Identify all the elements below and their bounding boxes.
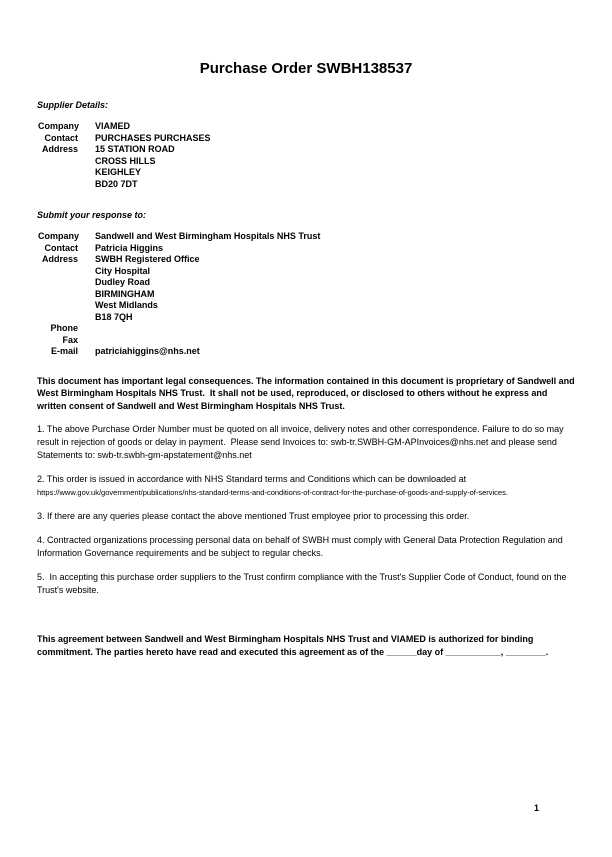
response-company-row (38, 231, 575, 243)
response-address-line-1: SWBH Registered Office (95, 254, 200, 264)
response-fax-row (38, 335, 575, 347)
field-label-contact: Contact (44, 132, 78, 143)
field-label-address: Address (41, 144, 78, 154)
response-company-value: Sandwell and West Birmingham Hospitals NHS Trust (95, 231, 321, 241)
supplier-contact-value: PURCHASES PURCHASES (95, 132, 211, 143)
response-address-row (38, 289, 575, 301)
response-contact-row (38, 243, 575, 255)
term-paragraph-1: 1. The above Purchase Order Number must be quoted on all invoice, delivery notes and other correspondence. Failure to do so may result in rejection of goods or delay in payment. Please send Invoices to: swb-tr.SWBH-GM-APInvoices@nhs.net and please send Statements to: swb-tr.swbh-gm-apstatement@nhs.net (37, 424, 567, 460)
field-label-contact: Contact (44, 242, 78, 253)
term-paragraph-2-url: https://www.gov.uk/government/publications/nhs-standard-terms-and-conditions-of-contract-for-the-purchase-of-goods-and-supply-of-services. (37, 488, 508, 497)
field-label-email: E-mail (50, 346, 78, 356)
supplier-address-row (38, 144, 575, 156)
supplier-address-postcode: BD20 7DT (95, 178, 138, 189)
response-address-row (38, 300, 575, 312)
submit-response-heading: Submit your response to: (37, 210, 147, 220)
field-label-company: Company (38, 121, 80, 131)
supplier-company-row (38, 121, 575, 133)
supplier-company-value: VIAMED (95, 121, 131, 131)
term-paragraph-5: 5. In accepting this purchase order suppliers to the Trust confirm compliance with the Trust's Supplier Code of Conduct, found on the Trust's website. (37, 572, 569, 595)
supplier-address-line-2: CROSS HILLS (95, 155, 156, 166)
response-phone-row (38, 323, 575, 335)
response-contact-value: Patricia Higgins (95, 242, 164, 253)
supplier-address-line-1: 15 STATION ROAD (95, 144, 175, 154)
legal-notice: This document has important legal consequences. The information contained in this document is proprietary of Sandwell and West Birmingham Hospitals NHS Trust. It shall not be used, reproduced, or disclosed to others without he express and written consent of Sandwell and West Birmingham Hospitals NHS Trust. (37, 375, 578, 411)
agreement-statement: This agreement between Sandwell and West Birmingham Hospitals NHS Trust and VIAMED is authorized for binding commitment. The parties hereto have read and executed this agreement as of the ______day of ___________, ________. (37, 634, 549, 657)
supplier-address-row (38, 167, 575, 179)
term-paragraph-2-text: 2. This order is issued in accordance with NHS Standard terms and Conditions which can be downloaded at (37, 474, 469, 484)
term-paragraph-2 (37, 473, 575, 499)
response-address-line-2: City Hospital (95, 265, 151, 276)
response-address-row (38, 277, 575, 289)
field-label-company: Company (38, 231, 80, 241)
response-address-row (38, 266, 575, 278)
response-address-line-3: Dudley Road (95, 277, 151, 287)
supplier-address-row (38, 156, 575, 168)
supplier-details-fields (38, 121, 575, 190)
field-label-phone: Phone (50, 323, 78, 333)
field-label-address: Address (41, 254, 78, 264)
response-fields (38, 231, 575, 358)
term-paragraph-3: 3. If there are any queries please contact the above mentioned Trust employee prior to processing this order. (37, 511, 470, 521)
field-label-fax: Fax (62, 334, 78, 345)
page-title: Purchase Order SWBH138537 (199, 60, 413, 77)
response-address-line-4: BIRMINGHAM (95, 288, 155, 299)
response-email-row (38, 346, 575, 358)
supplier-address-line-3: KEIGHLEY (95, 167, 142, 177)
term-paragraph-4: 4. Contracted organizations processing personal data on behalf of SWBH must comply with General Data Protection Regulation and Information Governance requirements and be subject to regular checks. (37, 535, 566, 558)
response-address-row (38, 312, 575, 324)
response-email-value: patriciahiggins@nhs.net (95, 346, 200, 356)
supplier-address-row (38, 179, 575, 191)
supplier-details-heading: Supplier Details: (37, 100, 109, 110)
response-address-postcode: B18 7QH (95, 311, 133, 322)
supplier-contact-row (38, 133, 575, 145)
response-address-line-5: West Midlands (95, 300, 158, 310)
page-number: 1 (534, 803, 540, 813)
response-address-row (38, 254, 575, 266)
